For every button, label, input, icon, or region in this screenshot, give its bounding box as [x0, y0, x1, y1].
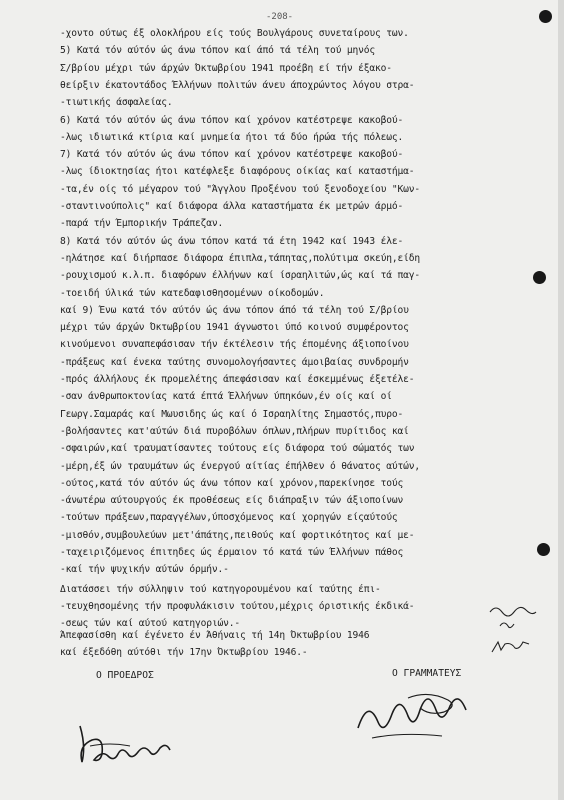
- document-line: -λως ιδιωτικά κτίρια καί μνημεία ήτοι τά δύο ήρώα τής πόλεως.: [60, 131, 404, 143]
- document-line: -τιωτικής άσφαλείας.: [60, 97, 173, 109]
- document-line: -ταχειριζόμενος έπιτηδες ώς έρμαιον τό κατά τών Έλλήνων πάθος: [60, 547, 404, 558]
- document-line: -σαν άνθρωποκτονίας κατά έπτά Έλλήνων ύπηκόων,έν οίς καί οί: [60, 391, 392, 403]
- document-line: Διατάσσει τήν σύλληψιν τού κατηγορουμένου καί ταύτης έπι-: [60, 584, 381, 595]
- president-label: Ο ΠΡΟΕΔΡΟΣ: [96, 670, 154, 681]
- document-line: κινούμενοι συναπεφάσισαν τήν έκτέλεσιν τής έπομένης άξιοποίνου: [60, 339, 409, 351]
- document-line: -βολήσαντες κατ'αύτών διά πυροβόλων όπλων,πλήρων πυρίτιδος καί: [60, 425, 409, 437]
- president-signature: [70, 718, 190, 770]
- document-line: -μισθόν,συμβουλεύων μετ'άπάτης,πειθούς καί φορτικότητος καί με-: [60, 529, 415, 541]
- document-line: -πράξεως καί ένεκα ταύτης συνομολογήσαντες άμοιβαίας συνδρομήν: [60, 356, 409, 368]
- document-line: θείρξιν έκατοντάδος Έλλήνων πολιτών άνευ άποχρώντος λόγου στρα-: [60, 79, 415, 91]
- document-line: -άνωτέρω αύτουργούς έκ προθέσεως είς διάπραξιν τών άξιοποίνων: [60, 495, 404, 507]
- document-line: -χοντο ούτως έξ ολοκλήρου είς τούς Βουλγάρους συνεταίρους των.: [60, 28, 409, 39]
- document-line: Σ/βρίου μέχρι τών άρχών Όκτωβρίου 1941 προέβη εί τήν έξακο-: [60, 62, 392, 74]
- punch-hole-bottom: [537, 543, 550, 556]
- document-line: -τα,έν οίς τό μέγαρον τού "Άγγλου Προξένου τού ξενοδοχείου "Κων-: [60, 183, 421, 195]
- document-line: 6) Κατά τόν αύτόν ώς άνω τόπον καί χρόνον κατέστρεψε κακοβού-: [60, 114, 404, 126]
- document-line: -σφαιρών,καί τραυματίσαντες τούτους είς διάφορα τού σώματός των: [60, 443, 415, 455]
- document-line: μέχρι τών άρχών Όκτωβρίου 1941 άγνωστοι ύπό κοινού συμφέροντος: [60, 322, 409, 334]
- document-line: -τούτων πράξεων,παραγγέλων,ύποσχόμενος καί χορηγών είςαύτούς: [60, 512, 398, 524]
- document-line: Άπεφασίσθη καί έγένετο έν Άθήναις τή 14η Όκτωβρίου 1946: [60, 630, 370, 641]
- document-line: καί 9) Ένω κατά τόν αύτόν ώς άνω τόπον άπό τά τέλη τού Σ/βρίου: [60, 304, 409, 316]
- punch-hole-top: [539, 10, 552, 23]
- page-edge-shadow: [558, 0, 564, 800]
- document-line: -ηλάτησε καί διήρπασε διάφορα έπιπλα,τάπητας,πολύτιμα σκεύη,είδη: [60, 252, 421, 264]
- document-line: -λως ίδιοκτησίας ήτοι κατέφλεξε διαφόρους οίκίας καί καταστήμα-: [60, 166, 415, 178]
- document-line: -σταντινούπολις" καί διάφορα άλλα καταστήματα έκ μετρών άρμό-: [60, 201, 404, 212]
- secretary-label: Ο ΓΡΑΜΜΑΤΕΥΣ: [392, 668, 462, 679]
- document-line: καί έξεδόθη αύτόθι τήν 17ην Όκτωβρίου 1946.-: [60, 647, 308, 658]
- document-line: -σεως τών καί αύτού κατηγοριών.-: [60, 618, 241, 629]
- punch-hole-middle: [533, 271, 546, 284]
- document-line: -καί τήν ψυχικήν αύτών όρμήν.-: [60, 564, 229, 576]
- document-line: 5) Κατά τόν αύτόν ώς άνω τόπον καί άπό τά τέλη τού μηνός: [60, 45, 376, 57]
- document-line: -τοειδή ύλικά τών κατεδαφισθησομένων οίκοδομών.: [60, 287, 325, 299]
- secretary-signature: [348, 688, 478, 744]
- document-line: 7) Κατά τόν αύτόν ώς άνω τόπον καί χρόνον κατέστρεψε κακοβού-: [60, 149, 404, 161]
- handwritten-margin-note: [486, 596, 546, 666]
- page-number: -208-: [266, 12, 294, 22]
- document-line: 8) Κατά τόν αύτόν ώς άνω τόπον κατά τά έτη 1942 καί 1943 έλε-: [60, 235, 404, 247]
- document-line: Γεωργ.Σαμαράς καί Μωυσιδης ώς καί ό Ισραηλίτης Σημαστός,πυρο-: [60, 408, 404, 420]
- document-line: -πρός άλλήλους έκ προμελέτης άπεφάσισαν καί έσκεμμένως έξετέλε-: [60, 374, 415, 385]
- document-line: -τευχθησομένης τήν προφυλάκισιν τούτου,μέχρις όριστικής έκδικά-: [60, 601, 415, 612]
- document-line: -μέρη,έξ ών τραυμάτων ώς ένεργού αίτίας έπήλθεν ό θάνατος αύτών,: [60, 460, 421, 472]
- document-line: -ούτος,κατά τόν αύτόν ώς άνω τόπον καί χρόνον,παρεκίνησε τούς: [60, 477, 404, 489]
- document-line: -παρά τήν Έμπορικήν Τράπεζαν.: [60, 218, 224, 230]
- document-line: -ρουχισμού κ.λ.π. διαφόρων έλλήνων καί ίσραηλιτών,ώς καί τά παγ-: [60, 270, 421, 282]
